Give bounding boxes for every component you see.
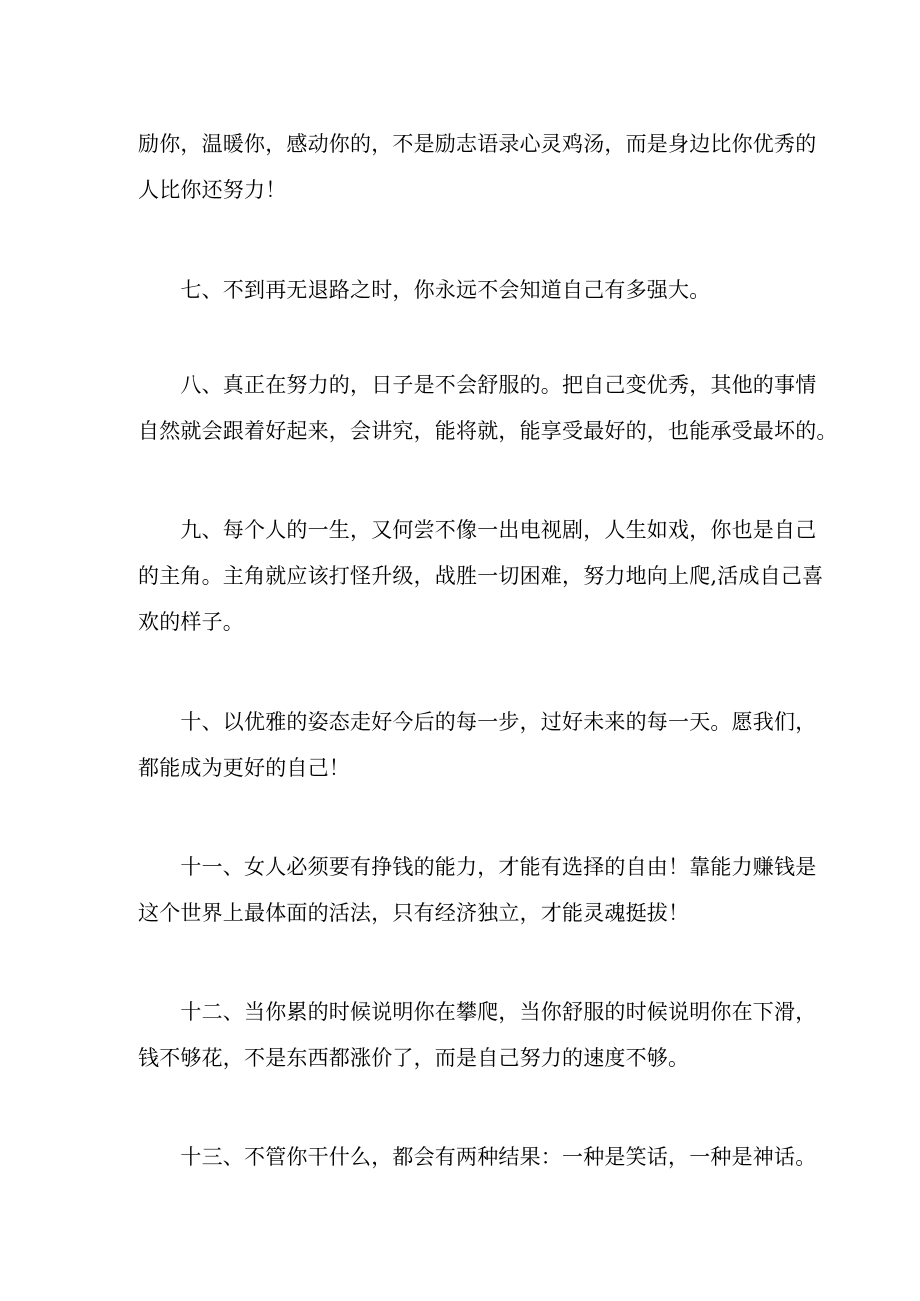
paragraph-item-7 <box>138 267 798 313</box>
paragraph-line: 七、不到再无退路之时，你永远不会知道自己有多强大。 <box>138 278 711 302</box>
paragraph-line: 十一、女人必须要有挣钱的能力，才能有选择的自由！靠能力赚钱是 <box>138 855 817 879</box>
paragraph-line: 十二、当你累的时候说明你在攀爬，当你舒服的时候说明你在下滑， <box>138 1000 817 1024</box>
paragraph-item-12 <box>138 989 817 1081</box>
paragraph-line: 这个世界上最体面的活法，只有经济独立，才能灵魂挺拔！ <box>138 901 690 925</box>
paragraph-line: 十三、不管你干什么，都会有两种结果：一种是笑话，一种是神话。 <box>138 1145 817 1169</box>
paragraph-line: 都能成为更好的自己！ <box>138 756 350 780</box>
paragraph-line: 励你，温暖你，感动你的，不是励志语录心灵鸡汤，而是身边比你优秀的 <box>138 132 817 156</box>
paragraph-line: 自然就会跟着好起来，会讲究，能将就，能享受最好的，也能承受最坏的。 <box>138 419 838 443</box>
paragraph-line: 钱不够花，不是东西都涨价了，而是自己努力的速度不够。 <box>138 1046 690 1070</box>
paragraph-item-9 <box>138 507 824 645</box>
paragraph-item-8 <box>138 362 838 454</box>
paragraph-intro-continuation <box>138 121 817 213</box>
paragraph-line: 欢的样子。 <box>138 610 244 634</box>
paragraph-line: 八、真正在努力的，日子是不会舒服的。把自己变优秀，其他的事情 <box>138 373 817 397</box>
paragraph-line: 九、每个人的一生，又何尝不像一出电视剧，人生如戏，你也是自己 <box>138 518 817 542</box>
paragraph-item-13 <box>138 1134 817 1180</box>
paragraph-line: 人比你还努力！ <box>138 178 287 202</box>
paragraph-line: 十、以优雅的姿态走好今后的每一步，过好未来的每一天。愿我们， <box>138 710 817 734</box>
paragraph-item-11 <box>138 844 817 936</box>
paragraph-line: 的主角。主角就应该打怪升级，战胜一切困难，努力地向上爬,活成自己喜 <box>138 564 824 588</box>
paragraph-item-10 <box>138 699 817 791</box>
